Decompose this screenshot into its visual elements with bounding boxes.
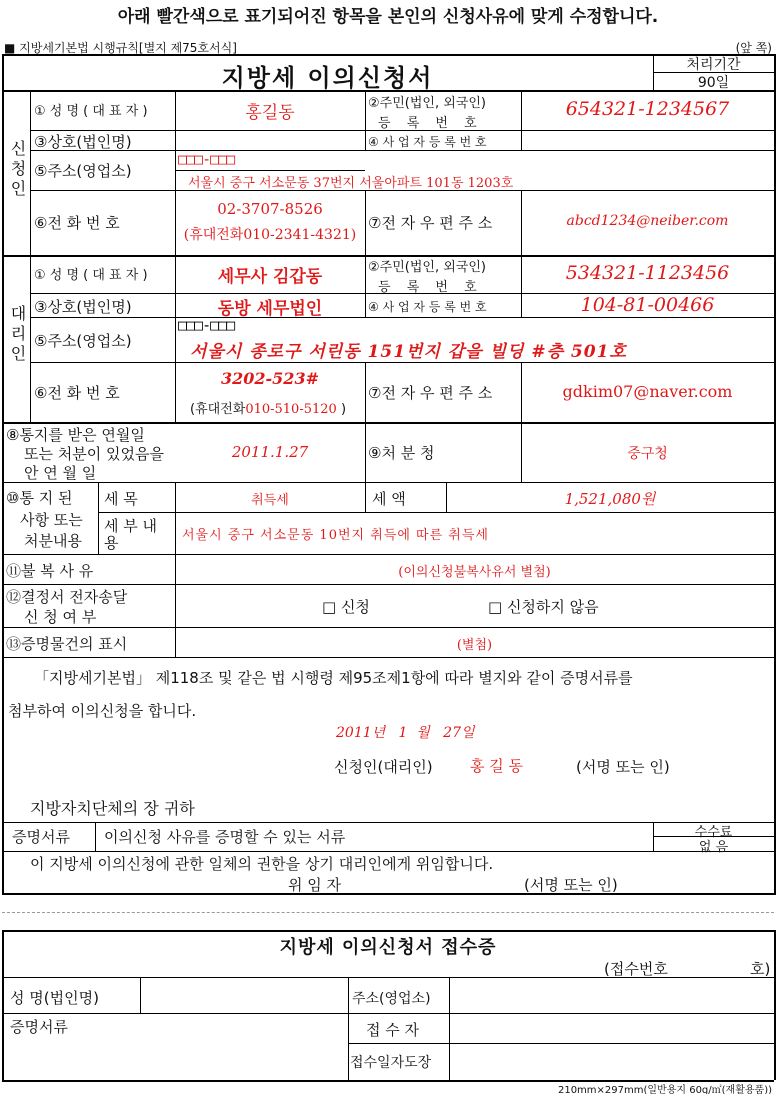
delivery-label-1: ⑫결정서 전자송달 bbox=[6, 588, 128, 606]
matter-label-2: 사항 또는 bbox=[20, 511, 83, 529]
notice-date-label-1: ⑧통지를 받은 연월일 bbox=[6, 426, 145, 444]
detail-label: 세 부 내 용 bbox=[104, 517, 158, 552]
agent-bizno-value[interactable]: 104-81-00466 bbox=[580, 294, 715, 316]
notice-date-label-3: 안 연 월 일 bbox=[24, 464, 97, 482]
delivery-apply-checkbox[interactable]: □ 신청 bbox=[322, 598, 370, 616]
applicant-id-value[interactable]: 654321-1234567 bbox=[565, 98, 730, 120]
delegator-sign: (서명 또는 인) bbox=[524, 876, 618, 894]
signer-label: 신청인(대리인) bbox=[334, 758, 433, 776]
cut-line bbox=[2, 912, 774, 913]
applicant-id-label-1: ②주민(법인, 외국인) bbox=[368, 96, 486, 111]
applicant-zip-boxes[interactable]: □□□-□□□ bbox=[178, 150, 235, 168]
applicant-phone-value[interactable]: 02-3707-8526 bbox=[217, 200, 323, 218]
agent-email-label: ⑦전 자 우 편 주 소 bbox=[368, 384, 493, 402]
applicant-name-label: ① 성 명 ( 대 표 자 ) bbox=[34, 104, 148, 119]
delegation-text: 이 지방세 이의신청에 관한 일체의 권한을 상기 대리인에게 위임합니다. bbox=[30, 855, 494, 873]
agent-bizno-label: ④ 사 업 자 등 록 번 호 bbox=[368, 300, 487, 314]
agent-zip-boxes[interactable]: □□□-□□□ bbox=[178, 316, 235, 334]
reason-value[interactable]: (이의신청불복사유서 별첨) bbox=[398, 565, 551, 580]
receipt-address-label: 주소(영업소) bbox=[352, 991, 431, 1007]
agent-side-label: 대리인 bbox=[8, 305, 27, 365]
disposition-office-label: ⑨처 분 청 bbox=[368, 444, 435, 462]
addressee: 지방자치단체의 장 귀하 bbox=[30, 799, 195, 818]
receipt-docs-label: 증명서류 bbox=[10, 1018, 68, 1036]
agent-address-value[interactable]: 서울시 종로구 서린동 151번지 갑을 빌딩 #층 501호 bbox=[190, 342, 627, 362]
agent-id-label-1: ②주민(법인, 외국인) bbox=[368, 260, 486, 275]
receipt-number-suffix: 호) bbox=[750, 960, 771, 978]
applicant-bizno-label: ④ 사 업 자 등 록 번 호 bbox=[368, 135, 487, 149]
docs-label: 증명서류 bbox=[12, 828, 70, 846]
applicant-email-label: ⑦전 자 우 편 주 소 bbox=[368, 214, 493, 232]
fee-label: 수수료 bbox=[694, 825, 733, 840]
agent-company-label: ③상호(법인명) bbox=[34, 298, 132, 316]
agent-mobile-prefix: (휴대전화 bbox=[190, 402, 246, 417]
matter-label-3: 처분내용 bbox=[24, 532, 82, 550]
paper-spec: 210mm×297mm(일반용지 60g/㎡(재활용품)) bbox=[557, 1085, 772, 1094]
statement-line-2: 첨부하여 이의신청을 합니다. bbox=[8, 702, 197, 720]
receipt-receiver-label: 접 수 자 bbox=[366, 1021, 420, 1039]
applicant-name-value[interactable]: 홍길동 bbox=[245, 103, 295, 123]
agent-company-value[interactable]: 동방 세무법인 bbox=[217, 299, 323, 319]
agent-address-label: ⑤주소(영업소) bbox=[34, 332, 132, 350]
tax-amount-value[interactable]: 1,521,080원 bbox=[564, 490, 656, 508]
form-reference: ■ 지방세기본법 시행규칙[별지 제75호서식] bbox=[4, 41, 237, 55]
reason-label: ⑪불 복 사 유 bbox=[6, 562, 94, 580]
notice-date-value[interactable]: 2011.1.27 bbox=[231, 443, 309, 461]
notice-date-label-2: 또는 처분이 있었음을 bbox=[24, 445, 164, 463]
evidence-label: ⑬증명물건의 표시 bbox=[6, 635, 128, 653]
receipt-name-label: 성 명(법인명) bbox=[10, 989, 99, 1007]
agent-phone-value[interactable]: 3202-523# bbox=[221, 369, 319, 388]
applicant-phone-label: ⑥전 화 번 호 bbox=[34, 214, 120, 232]
applicant-address-value[interactable]: 서울시 중구 서소문동 37번지 서울아파트 101동 1203호 bbox=[188, 176, 514, 191]
processing-value: 90일 bbox=[697, 75, 730, 91]
receipt-stamp-label: 접수일자도장 bbox=[350, 1055, 432, 1071]
disposition-office-value[interactable]: 중구청 bbox=[627, 446, 668, 462]
fee-value: 없 음 bbox=[698, 840, 729, 855]
applicant-mobile-value[interactable]: (휴대전화010-2341-4321) bbox=[183, 227, 357, 243]
agent-name-label: ① 성 명 ( 대 표 자 ) bbox=[34, 268, 148, 283]
agent-mobile-suffix: ) bbox=[340, 402, 347, 417]
agent-id-value[interactable]: 534321-1123456 bbox=[565, 262, 730, 284]
agent-email-value[interactable]: gdkim07@naver.com bbox=[562, 382, 733, 401]
delivery-label-2: 신 청 여 부 bbox=[24, 608, 97, 626]
evidence-value[interactable]: (별첨) bbox=[456, 638, 493, 653]
tax-item-value[interactable]: 취득세 bbox=[251, 493, 289, 508]
signer-name[interactable]: 홍 길 동 bbox=[470, 757, 524, 775]
applicant-side-label: 신청인 bbox=[8, 140, 27, 200]
applicant-address-label: ⑤주소(영업소) bbox=[34, 162, 132, 180]
docs-value: 이의신청 사유를 증명할 수 있는 서류 bbox=[104, 828, 346, 846]
agent-mobile-value[interactable]: 010-510-5120 bbox=[245, 402, 337, 417]
agent-id-label-2: 등 록 번 호 bbox=[378, 280, 483, 295]
processing-label: 처리기간 bbox=[686, 57, 741, 73]
delegator-label: 위 임 자 bbox=[288, 876, 342, 894]
page-side: (앞 쪽) bbox=[735, 41, 772, 55]
form-title: 지방세 이의신청서 bbox=[221, 64, 434, 92]
agent-mobile-line bbox=[190, 398, 346, 417]
agent-name-value[interactable]: 세무사 김갑동 bbox=[217, 267, 323, 287]
agent-phone-label: ⑥전 화 번 호 bbox=[34, 384, 120, 402]
matter-label-1: ⑩통 지 된 bbox=[6, 489, 73, 507]
applicant-company-label: ③상호(법인명) bbox=[34, 133, 132, 151]
detail-value[interactable]: 서울시 중구 서소문동 10번지 취득에 따른 취득세 bbox=[182, 528, 489, 543]
tax-item-label: 세 목 bbox=[104, 490, 138, 508]
tax-amount-label: 세 액 bbox=[372, 490, 406, 508]
receipt-title: 지방세 이의신청서 접수증 bbox=[279, 937, 497, 958]
sign-date[interactable]: 2011년 1 월 27일 bbox=[336, 725, 475, 741]
receipt-number-label: (접수번호 bbox=[604, 960, 668, 978]
statement-line-1: 「지방세기본법」 제118조 및 같은 법 시행령 제95조제1항에 따라 별지와 같이 증명서류를 bbox=[34, 669, 633, 687]
applicant-email-value[interactable]: abcd1234@neiber.com bbox=[566, 213, 729, 229]
applicant-id-label-2: 등 록 번 호 bbox=[378, 116, 483, 131]
delivery-no-checkbox[interactable]: □ 신청하지 않음 bbox=[488, 598, 599, 616]
sign-mark: (서명 또는 인) bbox=[576, 758, 670, 776]
notice-text: 아래 빨간색으로 표기되어진 항목을 본인의 신청사유에 맞게 수정합니다. bbox=[117, 7, 659, 27]
